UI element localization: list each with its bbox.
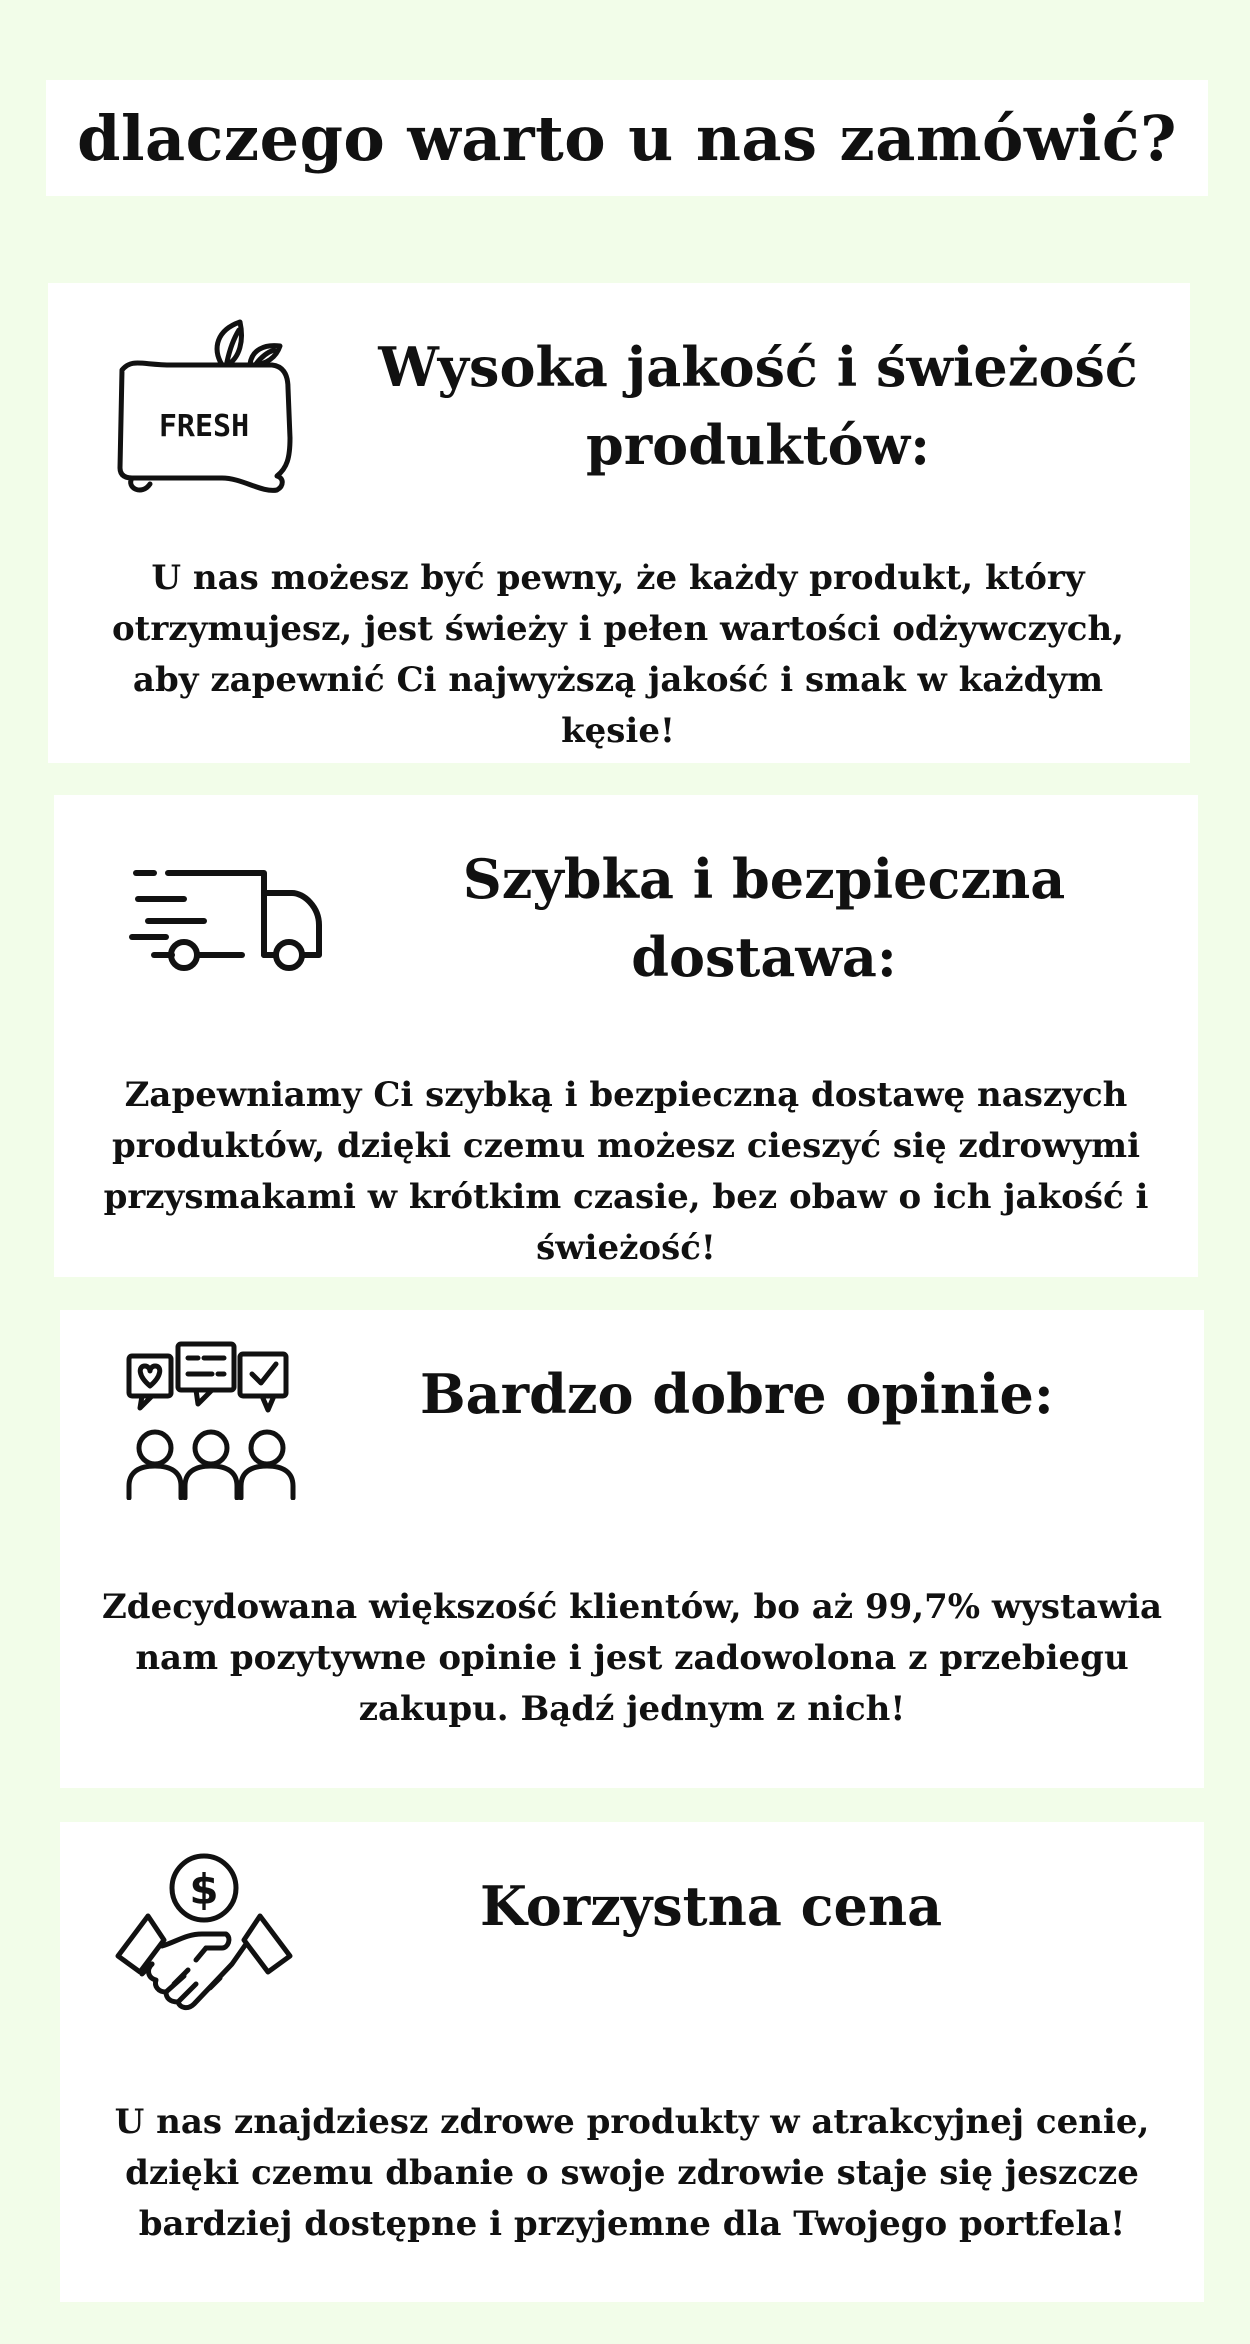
title-banner [46, 80, 1208, 196]
feature-heading-reviews: Bardzo dobre opinie: [420, 1362, 1054, 1426]
feature-text-delivery: Zapewniamy Ci szybką i bezpieczną dostawę naszych produktów, dzięki czemu możesz cieszyć się zdrowymi przysmakami w krótkim czasie, bez obaw o ich jakość i świeżość! [103, 1075, 1149, 1268]
delivery-truck-icon [124, 865, 324, 975]
feature-text-quality: U nas możesz być pewny, że każdy produkt, który otrzymujesz, jest świeży i pełen wartości odżywczych, aby zapewnić Ci najwyższą jakość i smak w każdym kęsie! [111, 558, 1124, 751]
feature-text-price: U nas znajdziesz zdrowe produkty w atrakcyjnej cenie, dzięki czemu dbanie o swoje zdrowie staje się jeszcze bardziej dostępne i przyjemne dla Twojego portfela! [114, 2102, 1150, 2244]
fresh-label-icon [112, 318, 312, 508]
feature-card-delivery [54, 795, 1198, 1277]
feature-heading-quality: Wysoka jakość i świeżość produktów: [378, 335, 1138, 478]
feature-card-quality [48, 283, 1190, 763]
fresh-icon-label: FRESH [158, 409, 250, 444]
handshake-dollar-icon [114, 1852, 294, 2032]
feature-heading-delivery: Szybka i bezpieczna dostawa: [462, 847, 1066, 990]
feature-card-reviews [60, 1310, 1204, 1788]
feature-card-price [60, 1822, 1204, 2302]
feature-text-reviews: Zdecydowana większość klientów, bo aż 99,7% wystawia nam pozytywne opinie i jest zadowolona z przebiegu zakupu. Bądź jednym z nich! [101, 1587, 1163, 1729]
feature-heading-price: Korzystna cena [480, 1874, 943, 1938]
dollar-sign-label: $ [189, 1865, 219, 1914]
page-title: dlaczego warto u nas zamówić? [77, 101, 1177, 175]
customer-reviews-icon [126, 1340, 296, 1500]
